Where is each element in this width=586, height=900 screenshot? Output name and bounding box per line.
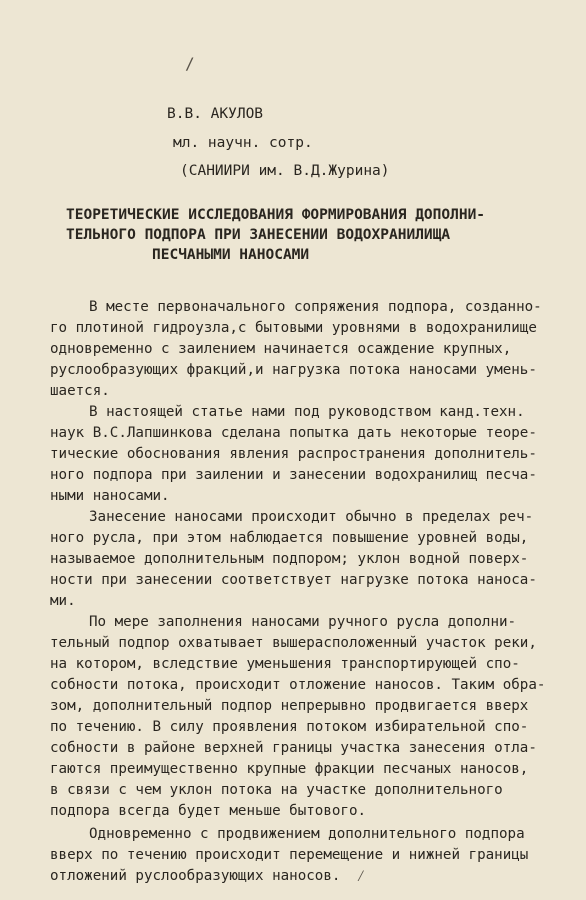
- body-line: ного русла, при этом наблюдается повышение уровней воды,: [50, 530, 529, 546]
- title-line-2: ТЕЛЬНОГО ПОДПОРА ПРИ ЗАНЕСЕНИИ ВОДОХРАНИЛИЩА: [66, 227, 451, 243]
- pen-mark-top: /: [185, 54, 195, 73]
- body-line: зом, дополнительный подпор непрерывно продвигается вверх: [50, 698, 529, 714]
- title-line-1: ТЕОРЕТИЧЕСКИЕ ИССЛЕДОВАНИЯ ФОРМИРОВАНИЯ ДОПОЛНИ-: [66, 207, 486, 223]
- body-line: по течению. В силу проявления потоком избирательной спо-: [50, 719, 529, 735]
- body-line: Занесение наносами происходит обычно в пределах реч-: [89, 509, 534, 525]
- body-line: собности потока, происходит отложение наносов. Таким обра-: [50, 677, 546, 693]
- body-line: подпора всегда будет меньше бытового.: [50, 803, 367, 819]
- body-line: отложений руслообразующих наносов.: [50, 868, 341, 884]
- author-name: В.В. АКУЛОВ: [167, 106, 264, 122]
- body-line: наук В.С.Лапшинкова сделана попытка дать некоторые теоре-: [50, 425, 537, 441]
- author-position: мл. научн. сотр.: [173, 135, 313, 151]
- body-line: В настоящей статье нами под руководством канд.техн.: [89, 404, 525, 420]
- body-line: ми.: [50, 593, 76, 609]
- body-line: го плотиной гидроузла,с бытовыми уровнями в водохранилище: [50, 320, 537, 336]
- body-line: одновременно с заилением начинается осаждение крупных,: [50, 341, 512, 357]
- body-line: в связи с чем уклон потока на участке дополнительного: [50, 782, 503, 798]
- body-line: вверх по течению происходит перемещение и нижней границы: [50, 847, 529, 863]
- body-line: ными наносами.: [50, 488, 170, 504]
- body-line: на котором, вследствие уменьшения транспортирующей спо-: [50, 656, 520, 672]
- title-line-3: ПЕСЧАНЫМИ НАНОСАМИ: [152, 247, 310, 263]
- body-line: ного подпора при заилении и занесении водохранилищ песча-: [50, 467, 537, 483]
- body-line: тельный подпор охватывает вышерасположенный участок реки,: [50, 635, 537, 651]
- body-line: В месте первоначального сопряжения подпора, созданно-: [89, 299, 542, 315]
- body-line: тические обоснования явления распространения дополнитель-: [50, 446, 537, 462]
- body-line: собности в районе верхней границы участка занесения отла-: [50, 740, 537, 756]
- body-line: Одновременно с продвижением дополнительного подпора: [89, 826, 525, 842]
- body-line: гаются преимущественно крупные фракции песчаных наносов,: [50, 761, 529, 777]
- body-line: шается.: [50, 383, 110, 399]
- pen-mark-bottom: ⁄: [356, 866, 366, 885]
- body-line: называемое дополнительным подпором; уклон водной поверх-: [50, 551, 529, 567]
- body-line: руслообразующих фракций,и нагрузка потока наносами умень-: [50, 362, 537, 378]
- body-line: По мере заполнения наносами ручного русла дополни-: [89, 614, 517, 630]
- body-line: ности при занесении соответствует нагрузке потока наноса-: [50, 572, 537, 588]
- author-affiliation: (САНИИРИ им. В.Д.Журина): [180, 163, 390, 179]
